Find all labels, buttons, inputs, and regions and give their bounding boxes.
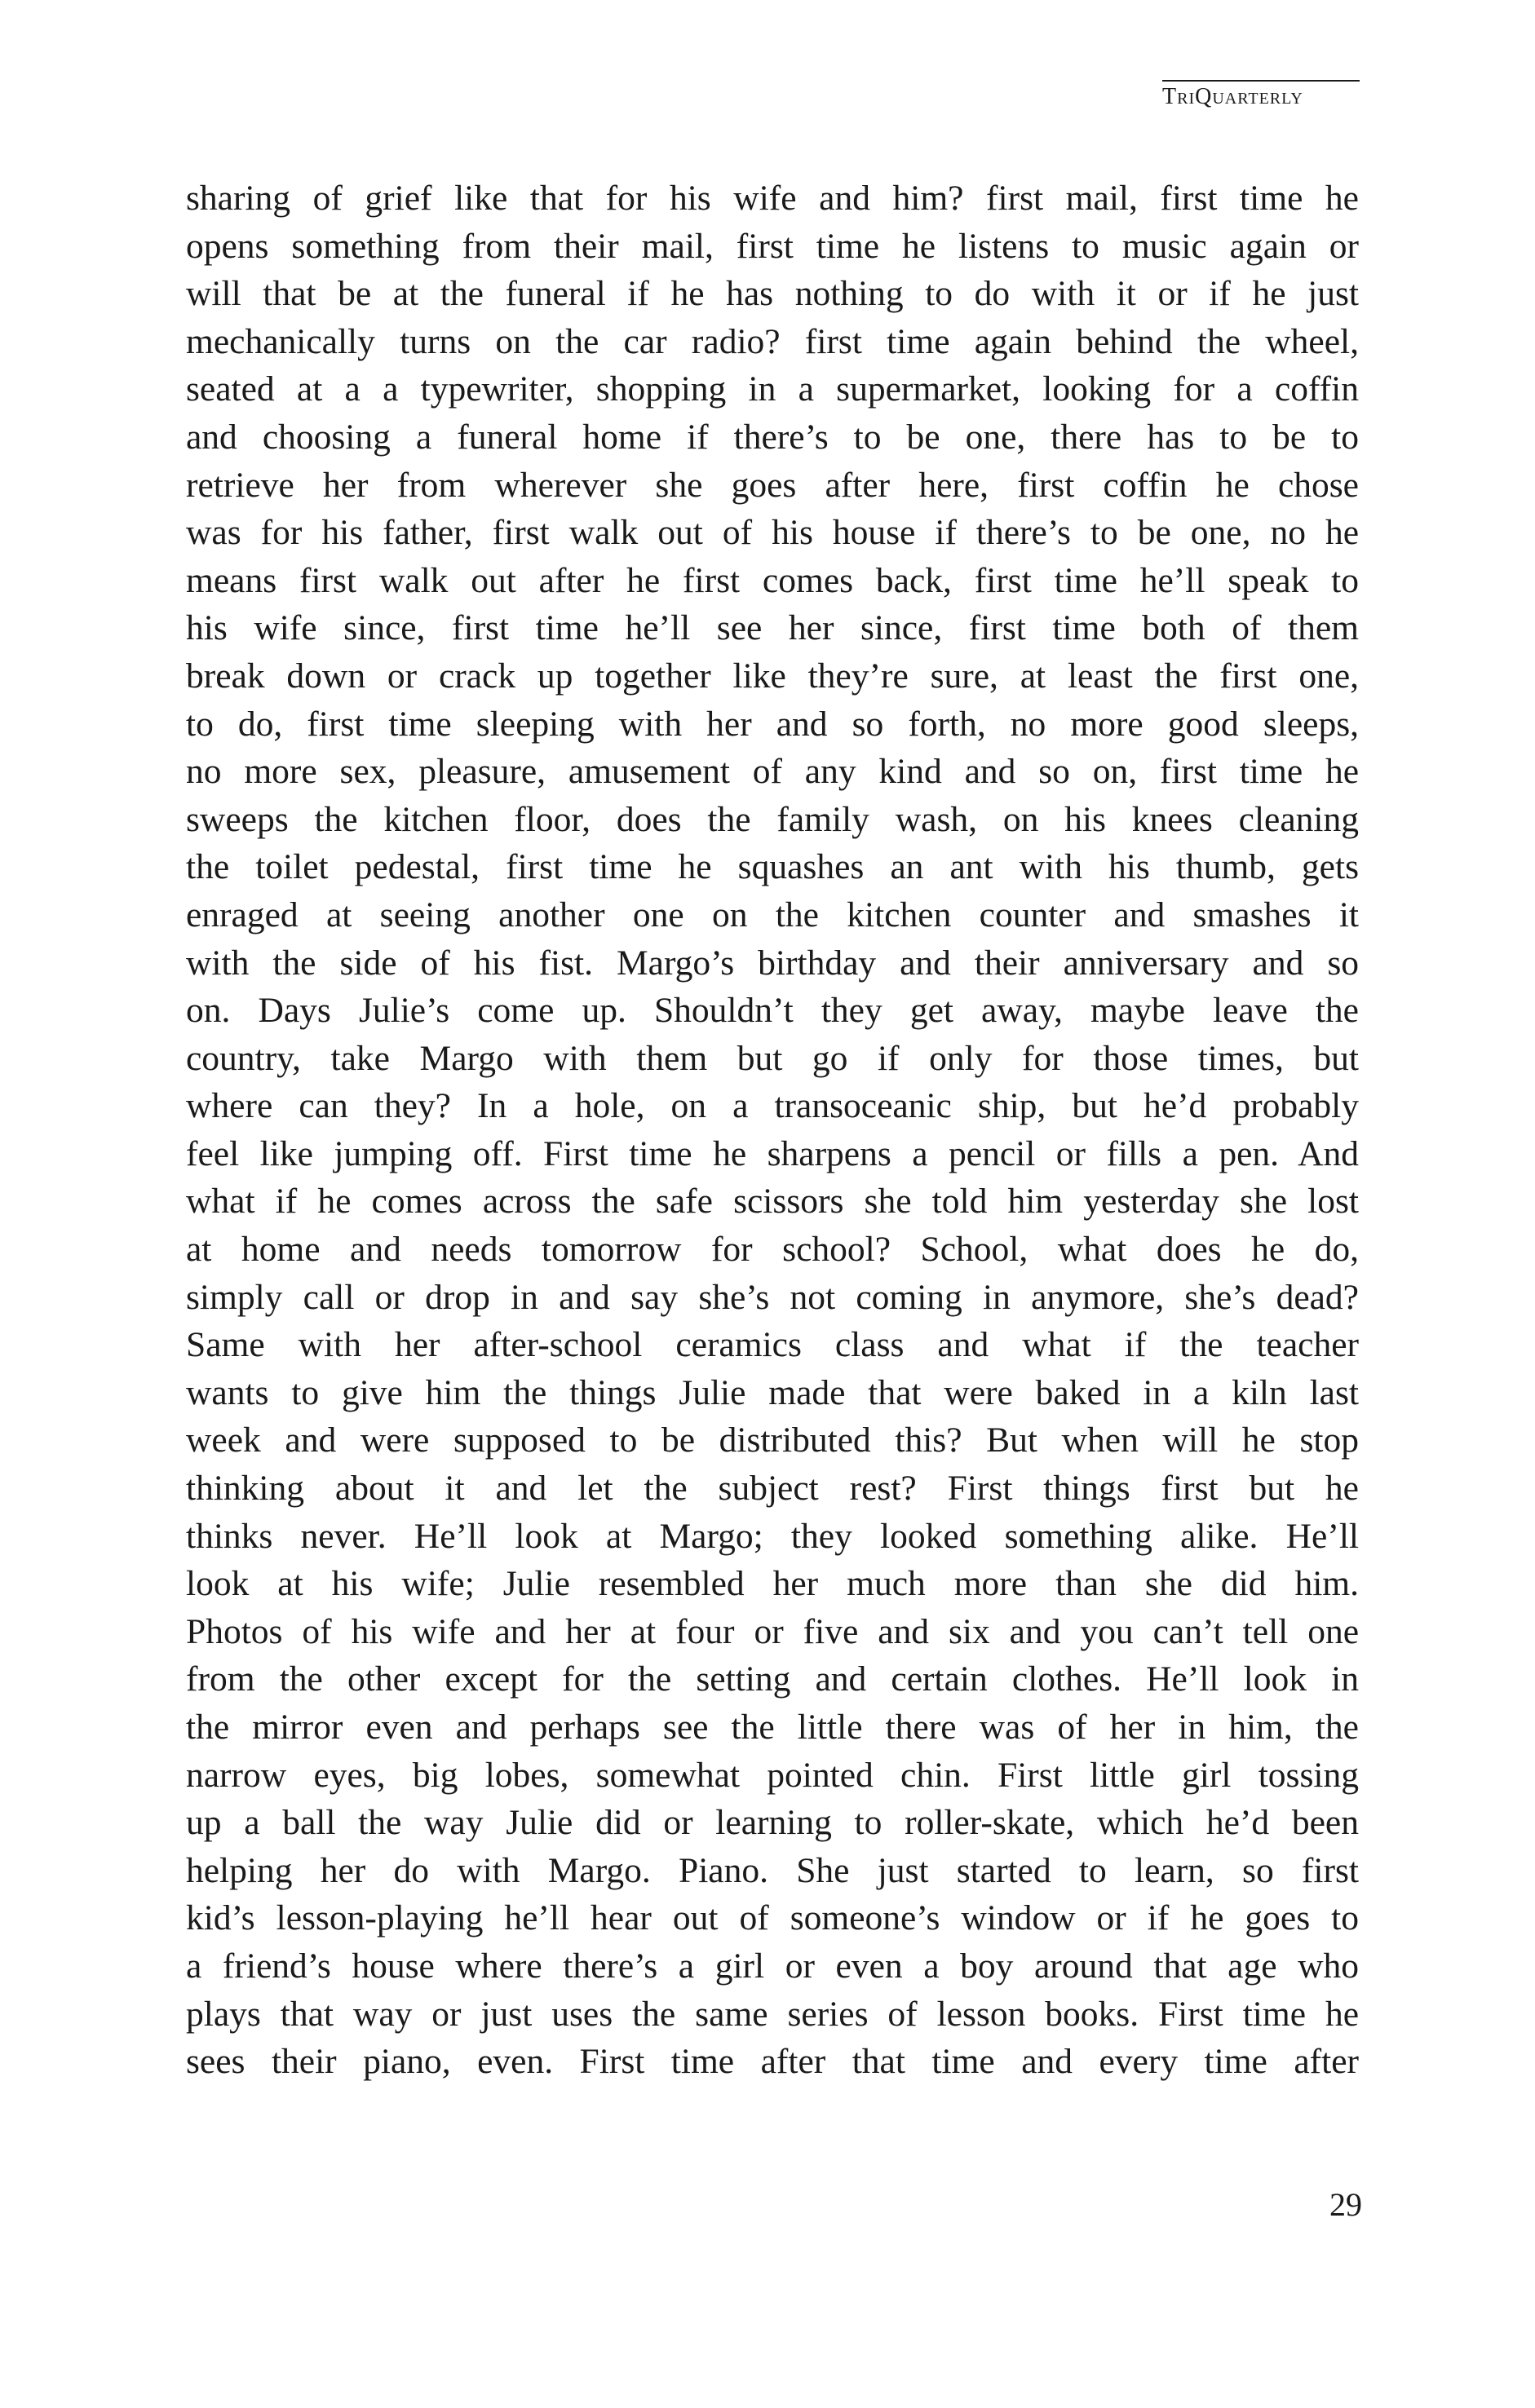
- text-line: seated at a a typewriter, shopping in a supermarket, looking for a coffin: [186, 369, 1359, 409]
- text-line: helping her do with Margo. Piano. She just started to learn, so first: [186, 1850, 1359, 1890]
- text-line: kid’s lesson-playing he’ll hear out of someone’s window or if he goes to: [186, 1898, 1359, 1938]
- text-line: enraged at seeing another one on the kitchen counter and smashes it: [186, 895, 1359, 934]
- text-line: where can they? In a hole, on a transoceanic ship, but he’d probably: [186, 1086, 1359, 1126]
- text-line: sharing of grief like that for his wife and him? first mail, first time he: [186, 179, 1359, 218]
- text-line: was for his father, first walk out of his house if there’s to be one, no he: [186, 513, 1359, 553]
- text-line: will that be at the funeral if he has nothing to do with it or if he just: [186, 274, 1359, 314]
- text-line: on. Days Julie’s come up. Shouldn’t they get away, maybe leave the: [186, 991, 1359, 1031]
- text-line: opens something from their mail, first time he listens to music again or: [186, 226, 1359, 266]
- text-line: look at his wife; Julie resembled her much more than she did him.: [186, 1564, 1359, 1604]
- text-line: week and were supposed to be distributed this? But when will he stop: [186, 1420, 1359, 1460]
- running-head: TriQuarterly: [1162, 84, 1303, 109]
- text-line: means first walk out after he first comes back, first time he’ll speak to: [186, 560, 1359, 600]
- body-text: [186, 175, 1359, 2086]
- header-rule: [1162, 80, 1360, 82]
- text-line: feel like jumping off. First time he sharpens a pencil or fills a pen. And: [186, 1133, 1359, 1173]
- text-line: Photos of his wife and her at four or five and six and you can’t tell one: [186, 1611, 1359, 1651]
- text-line: the toilet pedestal, first time he squashes an ant with his thumb, gets: [186, 847, 1359, 887]
- text-line: thinking about it and let the subject rest? First things first but he: [186, 1469, 1359, 1509]
- text-line: Same with her after-school ceramics class and what if the teacher: [186, 1325, 1359, 1365]
- text-line: retrieve her from wherever she goes after here, first coffin he chose: [186, 465, 1359, 505]
- text-line: what if he comes across the safe scissors she told him yesterday she lost: [186, 1182, 1359, 1222]
- text-line: to do, first time sleeping with her and so forth, no more good sleeps,: [186, 704, 1359, 744]
- text-line: sees their piano, even. First time after that time and every time after: [186, 2042, 1359, 2082]
- text-line: mechanically turns on the car radio? first time again behind the wheel,: [186, 321, 1359, 361]
- text-line: sweeps the kitchen floor, does the family wash, on his knees cleaning: [186, 799, 1359, 839]
- text-line: up a ball the way Julie did or learning to roller-skate, which he’d been: [186, 1803, 1359, 1843]
- text-line: his wife since, first time he’ll see her since, first time both of them: [186, 608, 1359, 648]
- text-line: at home and needs tomorrow for school? School, what does he do,: [186, 1230, 1359, 1270]
- text-line: thinks never. He’ll look at Margo; they looked something alike. He’ll: [186, 1516, 1359, 1556]
- text-line: a friend’s house where there’s a girl or even a boy around that age who: [186, 1946, 1359, 1986]
- text-line: the mirror even and perhaps see the little there was of her in him, the: [186, 1708, 1359, 1747]
- text-line: with the side of his fist. Margo’s birthday and their anniversary and so: [186, 943, 1359, 983]
- text-line: from the other except for the setting and certain clothes. He’ll look in: [186, 1659, 1359, 1699]
- text-line: no more sex, pleasure, amusement of any kind and so on, first time he: [186, 752, 1359, 792]
- text-line: narrow eyes, big lobes, somewhat pointed chin. First little girl tossing: [186, 1755, 1359, 1795]
- text-line: wants to give him the things Julie made that were baked in a kiln last: [186, 1372, 1359, 1412]
- text-line: and choosing a funeral home if there’s to be one, there has to be to: [186, 417, 1359, 457]
- text-line: simply call or drop in and say she’s not coming in anymore, she’s dead?: [186, 1277, 1359, 1317]
- text-line: country, take Margo with them but go if only for those times, but: [186, 1038, 1359, 1078]
- page-number: 29: [1329, 2186, 1362, 2223]
- text-line: plays that way or just uses the same series of lesson books. First time he: [186, 1994, 1359, 2034]
- text-line: break down or crack up together like they’re sure, at least the first one,: [186, 656, 1359, 696]
